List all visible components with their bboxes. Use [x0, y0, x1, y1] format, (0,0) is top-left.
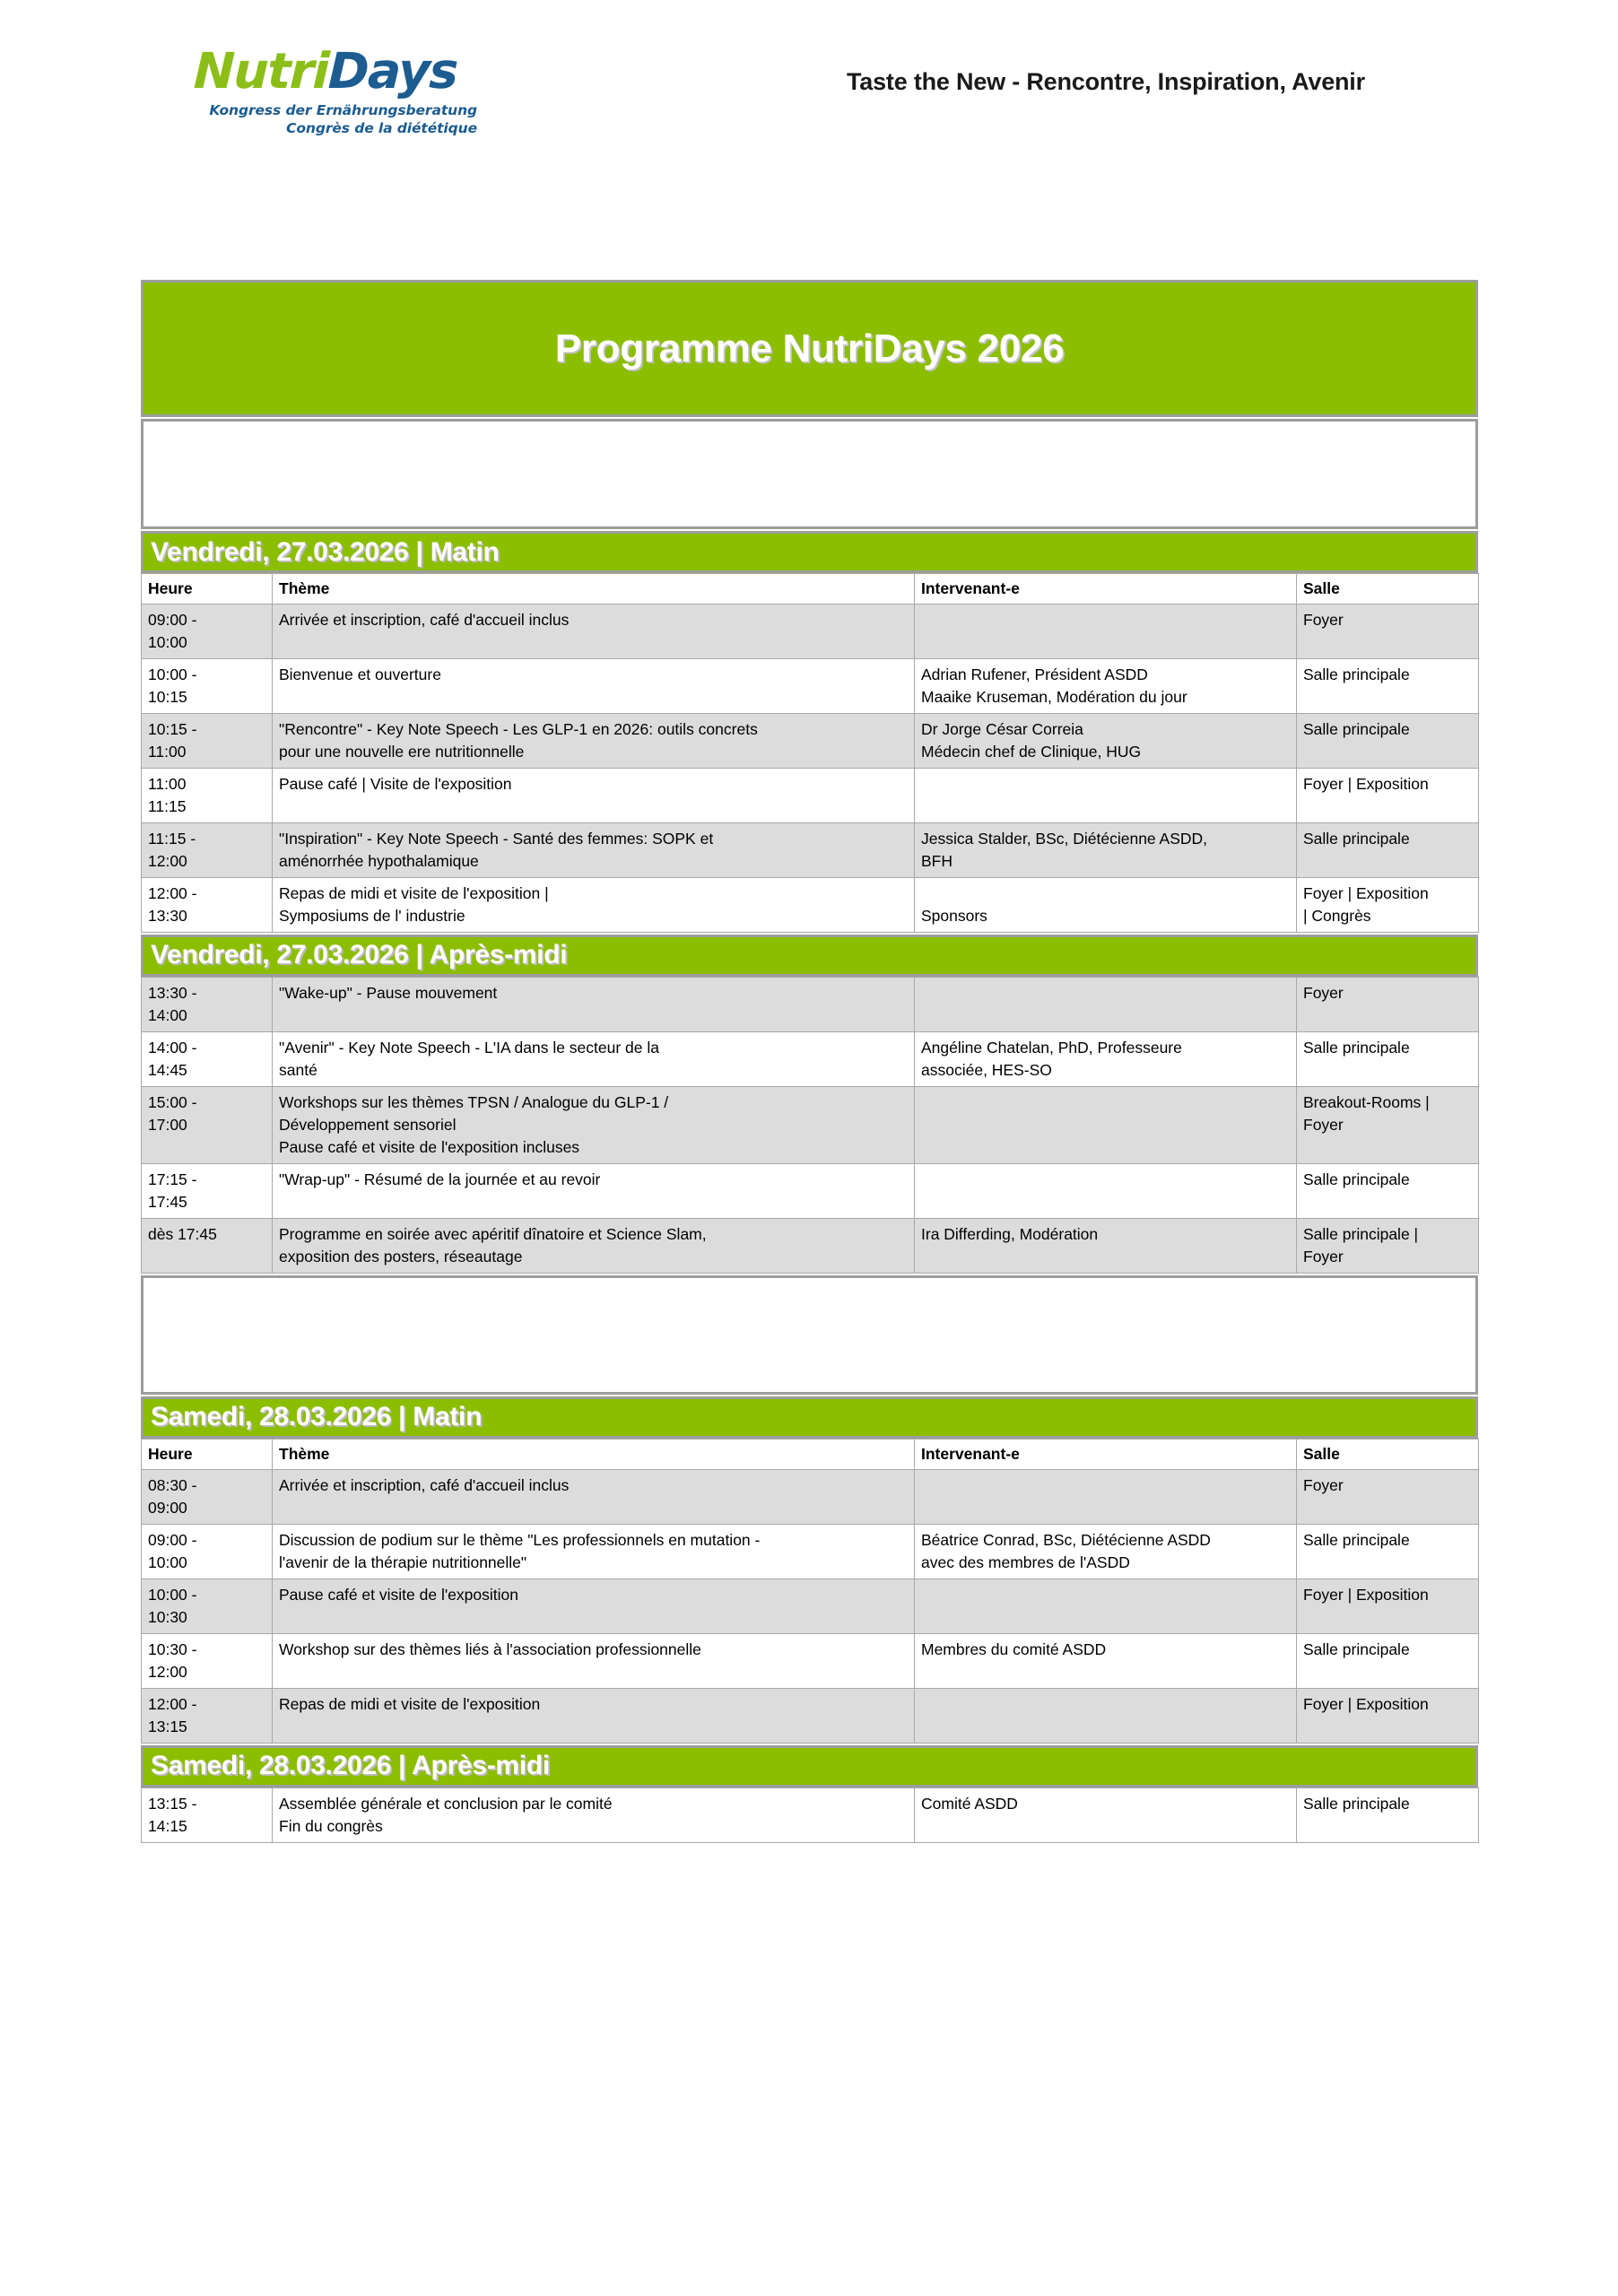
room-cell: [1297, 1086, 1479, 1163]
table-row: [142, 1524, 1479, 1578]
theme-cell-line: "Avenir" - Key Note Speech - L'IA dans le secteur de la: [279, 1038, 660, 1057]
room-cell: [1297, 713, 1479, 768]
time-cell-line: 09:00 -: [148, 610, 197, 629]
time-cell-line: 10:15: [148, 687, 187, 706]
theme-cell-line: "Inspiration" - Key Note Speech - Santé des femmes: SOPK et: [279, 829, 714, 848]
room-cell: [1297, 877, 1479, 932]
theme-cell-line: exposition des posters, réseautage: [279, 1247, 523, 1265]
theme-cell: [273, 1218, 915, 1273]
table-row: [142, 822, 1479, 877]
theme-cell-line: Repas de midi et visite de l'exposition: [279, 1694, 541, 1713]
theme-cell: [273, 1578, 915, 1633]
speaker-cell-line: Membres du comité ASDD: [921, 1639, 1107, 1658]
room-cell: [1297, 1163, 1479, 1218]
theme-cell-line: Assemblée générale et conclusion par le comité: [279, 1794, 613, 1813]
theme-cell-line: Workshops sur les thèmes TPSN / Analogue du GLP-1 /: [279, 1092, 669, 1111]
page-header: [0, 0, 1618, 179]
time-cell-line: 10:00 -: [148, 1585, 197, 1604]
time-cell-line: 10:30 -: [148, 1639, 197, 1658]
room-cell-line: Foyer: [1303, 1115, 1344, 1134]
logo-word-nutri: Nutri: [192, 42, 330, 100]
time-cell: [142, 1218, 273, 1273]
room-cell-line: Salle principale: [1303, 1639, 1410, 1658]
theme-cell-line: Fin du congrès: [279, 1816, 383, 1835]
time-cell: [142, 1633, 273, 1688]
time-cell-line: 08:30 -: [148, 1475, 197, 1494]
column-header-heure: Heure: [142, 574, 273, 604]
time-cell: [142, 977, 273, 1031]
time-cell: [142, 822, 273, 877]
section-header-samedi-matin: [141, 1396, 1478, 1439]
logo-subtitle-fr: Congrès de la diététique: [286, 119, 477, 136]
section-header-samedi-apres-midi: [141, 1745, 1478, 1787]
theme-cell: [273, 604, 915, 658]
table-row: [142, 877, 1479, 932]
table-row: [142, 1218, 1479, 1273]
room-cell-line: Foyer | Exposition: [1303, 1585, 1429, 1604]
room-cell: [1297, 1031, 1479, 1086]
room-cell: [1297, 822, 1479, 877]
theme-cell-line: Arrivée et inscription, café d'accueil inclus: [279, 610, 570, 629]
time-cell-line: 14:45: [148, 1060, 187, 1079]
logo-wordmark: [192, 42, 500, 100]
time-cell-line: 11:00: [148, 742, 187, 761]
room-cell: [1297, 1524, 1479, 1578]
speaker-cell: [915, 713, 1297, 768]
room-cell-line: Foyer: [1303, 983, 1344, 1002]
time-cell-line: 10:00: [148, 1552, 187, 1571]
time-cell: [142, 1524, 273, 1578]
time-cell: [142, 1163, 273, 1218]
page-title: Programme NutriDays 2026: [554, 326, 1065, 370]
theme-cell: [273, 877, 915, 932]
theme-cell: [273, 1469, 915, 1524]
room-cell: [1297, 768, 1479, 822]
time-cell-line: 09:00 -: [148, 1530, 197, 1549]
theme-cell: [273, 1688, 915, 1743]
time-cell: [142, 877, 273, 932]
table-header-row: [142, 1439, 1479, 1469]
room-cell-line: Salle principale: [1303, 829, 1410, 848]
program-container: [141, 280, 1478, 1843]
time-cell-line: 11:15 -: [148, 829, 196, 848]
room-cell-line: Salle principale |: [1303, 1224, 1419, 1243]
speaker-cell: [915, 1163, 1297, 1218]
time-cell: [142, 1787, 273, 1842]
table-row: [142, 1163, 1479, 1218]
section-heading-label: Samedi, 28.03.2026 | Matin: [151, 1402, 483, 1432]
time-cell: [142, 1086, 273, 1163]
time-cell-line: 17:00: [148, 1115, 187, 1134]
speaker-cell: [915, 604, 1297, 658]
theme-cell-line: Workshop sur des thèmes liés à l'association professionnelle: [279, 1639, 701, 1658]
theme-cell-line: Pause café et visite de l'exposition incluses: [279, 1137, 580, 1156]
speaker-cell: [915, 1688, 1297, 1743]
speaker-cell-line: Adrian Rufener, Président ASDD: [921, 665, 1148, 683]
room-cell-line: Foyer: [1303, 610, 1344, 629]
section-header-vendredi-apres-midi: [141, 935, 1478, 977]
table-row: [142, 658, 1479, 713]
speaker-cell-line: Médecin chef de Clinique, HUG: [921, 742, 1142, 761]
time-cell-line: 14:15: [148, 1816, 187, 1835]
speaker-cell: [915, 768, 1297, 822]
room-cell-line: Foyer: [1303, 1475, 1344, 1494]
theme-cell-line: Pause café | Visite de l'exposition: [279, 774, 512, 793]
theme-cell-line: Symposiums de l' industrie: [279, 906, 465, 925]
speaker-cell-line: Comité ASDD: [921, 1794, 1018, 1813]
time-cell-line: 09:00: [148, 1498, 187, 1517]
time-cell-line: 17:15 -: [148, 1170, 197, 1188]
theme-cell-line: Pause café et visite de l'exposition: [279, 1585, 518, 1604]
time-cell: [142, 713, 273, 768]
speaker-cell-line: Maaike Kruseman, Modération du jour: [921, 687, 1187, 706]
speaker-cell: [915, 1787, 1297, 1842]
room-cell-line: Salle principale: [1303, 1530, 1410, 1549]
speaker-cell-line: Jessica Stalder, BSc, Diétécienne ASDD,: [921, 829, 1208, 848]
theme-cell-line: "Wrap-up" - Résumé de la journée et au revoir: [279, 1170, 601, 1188]
room-cell: [1297, 1633, 1479, 1688]
speaker-cell-line: Angéline Chatelan, PhD, Professeure: [921, 1038, 1182, 1057]
theme-cell-line: l'avenir de la thérapie nutritionnelle": [279, 1552, 527, 1571]
nutridays-logo: [192, 42, 499, 138]
theme-cell-line: "Rencontre" - Key Note Speech - Les GLP-1 en 2026: outils concrets: [279, 719, 758, 738]
speaker-cell: [915, 1469, 1297, 1524]
theme-cell-line: pour une nouvelle ere nutritionnelle: [279, 742, 525, 761]
theme-cell-line: Bienvenue et ouverture: [279, 665, 441, 683]
theme-cell: [273, 1787, 915, 1842]
time-cell-line: 13:30 -: [148, 983, 197, 1002]
time-cell-line: 12:00 -: [148, 883, 197, 902]
room-cell-line: Salle principale: [1303, 1038, 1410, 1057]
time-cell-line: 10:15 -: [148, 719, 197, 738]
schedule-table-vendredi-apres-midi: [141, 977, 1479, 1274]
room-cell: [1297, 977, 1479, 1031]
speaker-cell: [915, 877, 1297, 932]
room-cell: [1297, 1469, 1479, 1524]
theme-cell: [273, 1633, 915, 1688]
logo-word-days: Days: [326, 42, 458, 100]
speaker-cell: [915, 1031, 1297, 1086]
speaker-cell: [915, 1218, 1297, 1273]
speaker-cell-line: Dr Jorge César Correia: [921, 719, 1083, 738]
table-row: [142, 1688, 1479, 1743]
section-header-vendredi-matin: [141, 531, 1478, 573]
theme-cell: [273, 1086, 915, 1163]
column-header-intervenant-e: Intervenant-e: [915, 574, 1297, 604]
theme-cell: [273, 977, 915, 1031]
table-row: [142, 1469, 1479, 1524]
time-cell-line: 15:00 -: [148, 1092, 197, 1111]
time-cell: [142, 604, 273, 658]
theme-cell-line: Programme en soirée avec apéritif dînatoire et Science Slam,: [279, 1224, 707, 1243]
theme-cell: [273, 1163, 915, 1218]
time-cell-line: dès 17:45: [148, 1224, 217, 1243]
theme-cell-line: Arrivée et inscription, café d'accueil inclus: [279, 1475, 570, 1494]
time-cell-line: 11:00: [148, 774, 187, 793]
speaker-cell: [915, 1524, 1297, 1578]
section-heading-label: Vendredi, 27.03.2026 | Matin: [151, 536, 500, 567]
speaker-cell-line: Béatrice Conrad, BSc, Diétécienne ASDD: [921, 1530, 1211, 1549]
room-cell-line: Salle principale: [1303, 719, 1410, 738]
program-title-banner: [141, 280, 1478, 417]
column-header-heure: Heure: [142, 1439, 273, 1469]
time-cell-line: 17:45: [148, 1192, 187, 1211]
room-cell-line: | Congrès: [1303, 906, 1371, 925]
column-header-salle: Salle: [1297, 1439, 1479, 1469]
speaker-cell: [915, 1578, 1297, 1633]
room-cell-line: Salle principale: [1303, 665, 1410, 683]
table-row: [142, 1787, 1479, 1842]
room-cell-line: Salle principale: [1303, 1794, 1410, 1813]
theme-cell: [273, 1031, 915, 1086]
time-cell-line: 12:00: [148, 851, 187, 870]
header-tagline: Taste the New - Rencontre, Inspiration, Avenir: [847, 68, 1365, 95]
speaker-cell: [915, 1086, 1297, 1163]
theme-cell: [273, 768, 915, 822]
theme-cell-line: Développement sensoriel: [279, 1115, 457, 1134]
time-cell-line: 12:00 -: [148, 1694, 197, 1713]
spacer-box-between-days: [141, 1275, 1478, 1395]
speaker-cell-line: BFH: [921, 851, 953, 870]
room-cell: [1297, 1578, 1479, 1633]
time-cell-line: 14:00: [148, 1005, 187, 1024]
room-cell-line: Salle principale: [1303, 1170, 1410, 1188]
room-cell-line: Foyer | Exposition: [1303, 883, 1429, 902]
room-cell-line: Foyer | Exposition: [1303, 774, 1429, 793]
theme-cell-line: Discussion de podium sur le thème "Les professionnels en mutation -: [279, 1530, 761, 1549]
time-cell: [142, 1578, 273, 1633]
time-cell: [142, 1031, 273, 1086]
time-cell: [142, 658, 273, 713]
room-cell: [1297, 1218, 1479, 1273]
theme-cell-line: santé: [279, 1060, 318, 1079]
logo-subtitle: [194, 102, 477, 138]
time-cell-line: 12:00: [148, 1662, 187, 1681]
theme-cell: [273, 713, 915, 768]
section-heading-label: Samedi, 28.03.2026 | Après-midi: [151, 1751, 550, 1781]
time-cell-line: 10:00: [148, 632, 187, 651]
speaker-cell-line: associée, HES-SO: [921, 1060, 1052, 1079]
theme-cell: [273, 822, 915, 877]
speaker-cell: [915, 658, 1297, 713]
schedule-table-samedi-matin: [141, 1439, 1479, 1744]
speaker-cell-line: Sponsors: [921, 906, 987, 925]
logo-subtitle-de: Kongress der Ernährungsberatung: [209, 102, 477, 118]
column-header-th-me: Thème: [273, 574, 915, 604]
room-cell-line: Foyer: [1303, 1247, 1344, 1265]
column-header-salle: Salle: [1297, 574, 1479, 604]
room-cell-line: Foyer | Exposition: [1303, 1694, 1429, 1713]
theme-cell-line: "Wake-up" - Pause mouvement: [279, 983, 498, 1002]
room-cell: [1297, 1787, 1479, 1842]
theme-cell-line: aménorrhée hypothalamique: [279, 851, 479, 870]
room-cell: [1297, 658, 1479, 713]
time-cell-line: 13:30: [148, 906, 187, 925]
column-header-th-me: Thème: [273, 1439, 915, 1469]
time-cell-line: 14:00 -: [148, 1038, 197, 1057]
schedule-table-vendredi-matin: [141, 573, 1479, 933]
table-row: [142, 604, 1479, 658]
section-heading-label: Vendredi, 27.03.2026 | Après-midi: [151, 940, 568, 970]
theme-cell-line: Repas de midi et visite de l'exposition |: [279, 883, 549, 902]
time-cell-line: 13:15 -: [148, 1794, 197, 1813]
table-row: [142, 768, 1479, 822]
time-cell-line: 10:00 -: [148, 665, 197, 683]
time-cell-line: 10:30: [148, 1607, 187, 1626]
speaker-cell-line: avec des membres de l'ASDD: [921, 1552, 1130, 1571]
table-header-row: [142, 574, 1479, 604]
table-row: [142, 1578, 1479, 1633]
speaker-cell: [915, 822, 1297, 877]
table-row: [142, 1633, 1479, 1688]
time-cell-line: 13:15: [148, 1717, 187, 1735]
schedule-table-samedi-apres-midi: [141, 1787, 1479, 1843]
theme-cell: [273, 1524, 915, 1578]
table-row: [142, 1031, 1479, 1086]
table-row: [142, 977, 1479, 1031]
speaker-cell: [915, 1633, 1297, 1688]
room-cell: [1297, 1688, 1479, 1743]
spacer-box-top: [141, 419, 1478, 529]
time-cell-line: 11:15: [148, 796, 187, 815]
time-cell: [142, 768, 273, 822]
time-cell: [142, 1469, 273, 1524]
room-cell-line: Breakout-Rooms |: [1303, 1092, 1430, 1111]
room-cell: [1297, 604, 1479, 658]
theme-cell: [273, 658, 915, 713]
column-header-intervenant-e: Intervenant-e: [915, 1439, 1297, 1469]
speaker-cell-line: Ira Differding, Modération: [921, 1224, 1099, 1243]
program-sections: [141, 531, 1478, 1843]
table-row: [142, 713, 1479, 768]
time-cell: [142, 1688, 273, 1743]
table-row: [142, 1086, 1479, 1163]
speaker-cell: [915, 977, 1297, 1031]
